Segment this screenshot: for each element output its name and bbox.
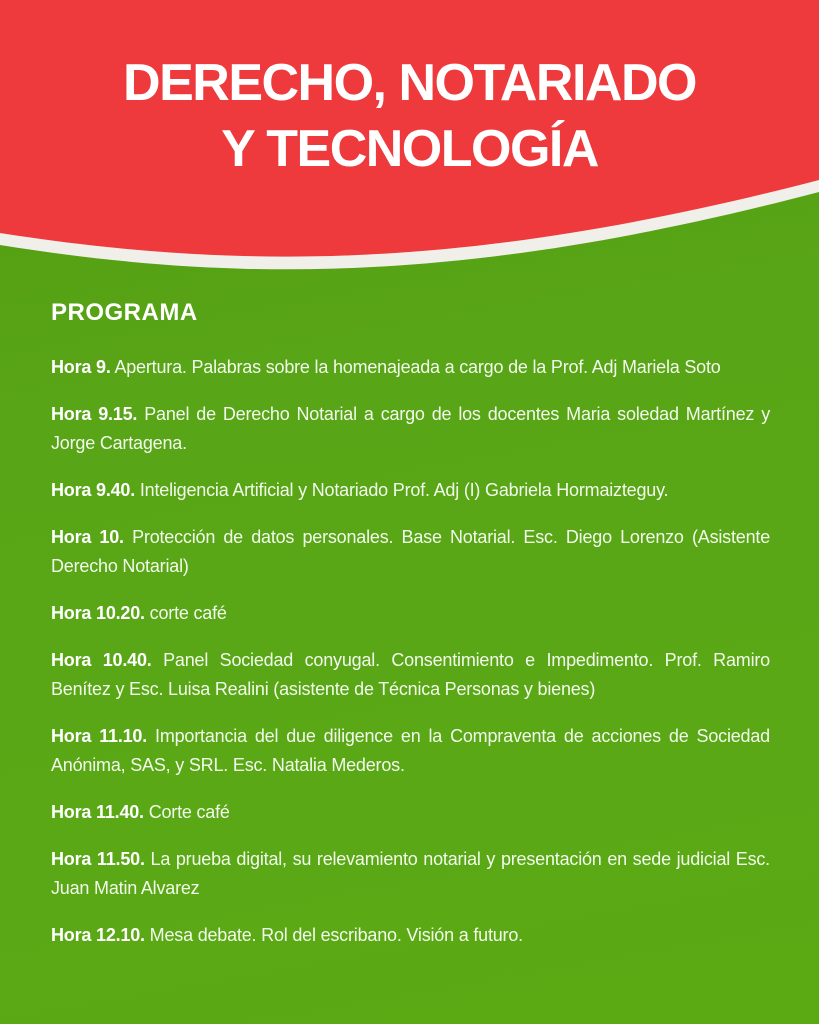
program-entry-description: Inteligencia Artificial y Notariado Prof. Adj (I) Gabriela Hormaizteguy. bbox=[139, 480, 669, 500]
program-entry-description: Panel de Derecho Notarial a cargo de los docentes Maria soledad Martínez y Jorge Cartagena. bbox=[51, 404, 770, 453]
program-entry-time: Hora 11.10. bbox=[51, 726, 148, 746]
program-entry-description: Mesa debate. Rol del escribano. Visión a futuro. bbox=[149, 925, 523, 945]
program-entry-time: Hora 10.20. bbox=[51, 603, 145, 623]
program-entry-description: La prueba digital, su relevamiento notarial y presentación en sede judicial Esc. Juan Matin Alvarez bbox=[51, 849, 770, 898]
program-entry bbox=[51, 646, 770, 704]
program-entry-time: Hora 12.10. bbox=[51, 925, 145, 945]
program-entry-time: Hora 11.50. bbox=[51, 849, 145, 869]
program-entry bbox=[51, 353, 770, 382]
program-entry bbox=[51, 845, 770, 903]
program-entry-time: Hora 9.40. bbox=[51, 480, 136, 500]
program-entry bbox=[51, 921, 770, 950]
poster-title bbox=[0, 50, 819, 182]
program-entry-time: Hora 9.15. bbox=[51, 404, 138, 424]
program-entry bbox=[51, 722, 770, 780]
program-entry bbox=[51, 476, 770, 505]
program-entry-time: Hora 10.40. bbox=[51, 650, 152, 670]
program-entry bbox=[51, 523, 770, 581]
program-entry-description: Protección de datos personales. Base Notarial. Esc. Diego Lorenzo (Asistente Derecho Notarial) bbox=[51, 527, 771, 576]
program-entry-time: Hora 11.40. bbox=[51, 802, 144, 822]
program-heading: PROGRAMA bbox=[51, 299, 198, 326]
program-entry bbox=[51, 599, 770, 628]
program-list bbox=[51, 353, 770, 950]
program-entry-time: Hora 10. bbox=[51, 527, 124, 547]
program-section bbox=[51, 300, 770, 968]
program-entry-description: Apertura. Palabras sobre la homenajeada a cargo de la Prof. Adj Mariela Soto bbox=[114, 357, 721, 377]
program-entry-description: Importancia del due diligence en la Compraventa de acciones de Sociedad Anónima, SAS, y SRL. Esc. Natalia Mederos. bbox=[51, 726, 770, 775]
program-entry bbox=[51, 798, 770, 827]
program-entry-description: Panel Sociedad conyugal. Consentimiento e Impedimento. Prof. Ramiro Benítez y Esc. Luisa Realini (asistente de Técnica Personas y bienes) bbox=[51, 650, 770, 699]
program-entry-time: Hora 9. bbox=[51, 357, 111, 377]
poster-title-line1: DERECHO, NOTARIADO bbox=[123, 54, 696, 112]
poster-title-line2: Y TECNOLOGÍA bbox=[221, 120, 598, 178]
program-entry-description: Corte café bbox=[148, 802, 230, 822]
program-entry bbox=[51, 400, 770, 458]
program-entry-description: corte café bbox=[149, 603, 227, 623]
